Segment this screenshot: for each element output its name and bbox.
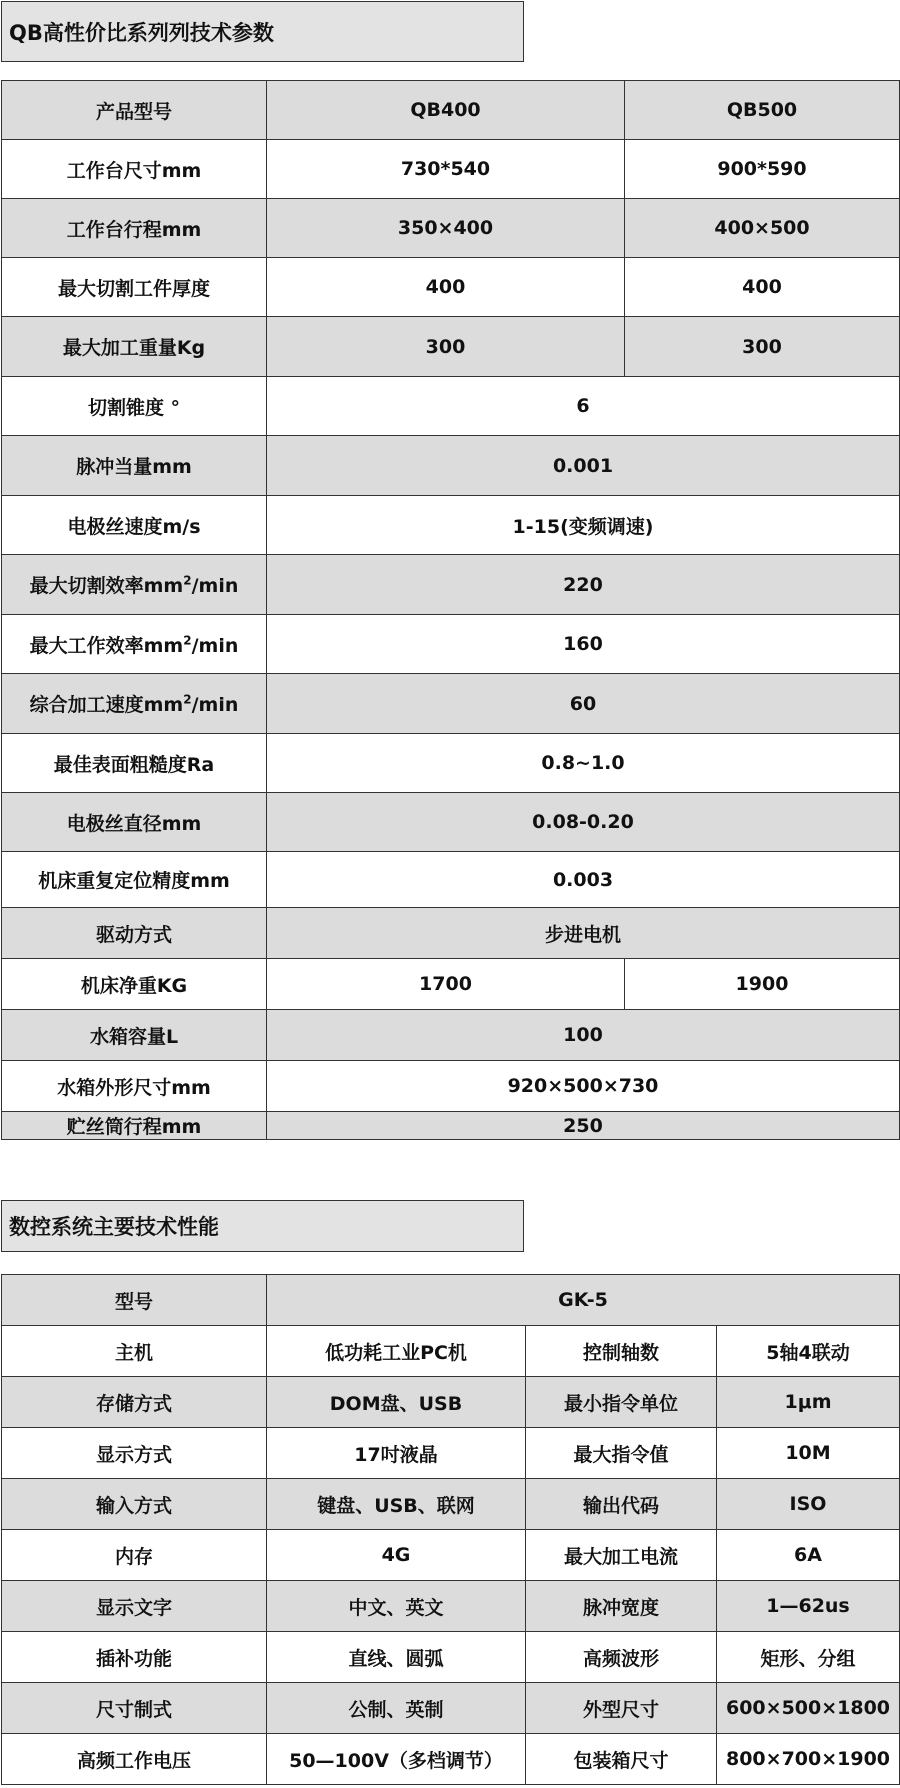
cnc-row-value: 6A — [717, 1530, 900, 1581]
cnc-row — [2, 1734, 900, 1785]
cnc-row-value: 键盘、USB、联网 — [267, 1479, 526, 1530]
spec-row-label: 最佳表面粗糙度Ra — [2, 734, 267, 793]
cnc-row — [2, 1326, 900, 1377]
spec-row-value: 1700 — [267, 959, 625, 1010]
spec-row-label-superscript: 2 — [183, 692, 192, 707]
cnc-row-label: 控制轴数 — [526, 1326, 717, 1377]
cnc-row-value: ISO — [717, 1479, 900, 1530]
cnc-header-row — [2, 1275, 900, 1326]
spec-row-label: 驱动方式 — [2, 908, 267, 959]
cnc-row-value: 50—100V（多档调节） — [267, 1734, 526, 1785]
cnc-table — [1, 1274, 900, 1785]
spec-row-value: 100 — [267, 1010, 900, 1061]
spec-row-value: 0.08-0.20 — [267, 793, 900, 852]
cnc-row-value: 1μm — [717, 1377, 900, 1428]
spec-row-label: 机床重复定位精度mm — [2, 852, 267, 908]
spec-section-title: QB高性价比系列列技术参数 — [1, 1, 524, 62]
spec-row-value: 步进电机 — [267, 908, 900, 959]
spec-row — [2, 734, 900, 793]
spec-row-value: 220 — [267, 555, 900, 615]
spec-row — [2, 793, 900, 852]
spec-row-label-text: 最大切割效率mm — [29, 575, 184, 597]
spec-row-label: 最大加工重量Kg — [2, 317, 267, 377]
spec-row-label-text: 综合加工速度mm — [29, 694, 184, 716]
cnc-row-value: DOM盘、USB — [267, 1377, 526, 1428]
spec-row-label: 水箱外形尺寸mm — [2, 1061, 267, 1112]
spec-row-label: 工作台尺寸mm — [2, 140, 267, 199]
cnc-row-label: 存储方式 — [2, 1377, 267, 1428]
spec-header-model: QB400 — [267, 81, 625, 140]
spec-row — [2, 377, 900, 436]
cnc-row-label: 显示方式 — [2, 1428, 267, 1479]
cnc-row-value: 矩形、分组 — [717, 1632, 900, 1683]
spec-row-label: 贮丝筒行程mm — [2, 1112, 267, 1140]
cnc-row — [2, 1377, 900, 1428]
spec-row — [2, 317, 900, 377]
cnc-row-value: 800×700×1900 — [717, 1734, 900, 1785]
cnc-row-label: 主机 — [2, 1326, 267, 1377]
cnc-row-label: 输入方式 — [2, 1479, 267, 1530]
spec-row-label-superscript: 2 — [183, 633, 192, 648]
cnc-row-label: 输出代码 — [526, 1479, 717, 1530]
spec-row-label: 工作台行程mm — [2, 199, 267, 258]
spec-row-label — [2, 674, 267, 734]
cnc-row — [2, 1683, 900, 1734]
cnc-row-label: 最大加工电流 — [526, 1530, 717, 1581]
cnc-row-label: 内存 — [2, 1530, 267, 1581]
cnc-header-label: 型号 — [2, 1275, 267, 1326]
cnc-row-label: 最大指令值 — [526, 1428, 717, 1479]
spec-row-label: 最大切割工件厚度 — [2, 258, 267, 317]
spec-row-value: 160 — [267, 615, 900, 674]
spec-row — [2, 258, 900, 317]
spec-row-label-unit: /min — [191, 575, 239, 597]
spec-row-value: 400 — [267, 258, 625, 317]
cnc-row-value: 公制、英制 — [267, 1683, 526, 1734]
spec-row — [2, 199, 900, 258]
spec-row-value: 900*590 — [625, 140, 900, 199]
spec-row-value: 400×500 — [625, 199, 900, 258]
spec-header-label: 产品型号 — [2, 81, 267, 140]
spec-row-label-unit: /min — [191, 694, 239, 716]
cnc-row-label: 插补功能 — [2, 1632, 267, 1683]
spec-row-value: 350×400 — [267, 199, 625, 258]
spec-row-value: 0.001 — [267, 436, 900, 496]
cnc-row-label: 最小指令单位 — [526, 1377, 717, 1428]
cnc-row-label: 外型尺寸 — [526, 1683, 717, 1734]
spec-row-label: 机床净重KG — [2, 959, 267, 1010]
spec-header-model: QB500 — [625, 81, 900, 140]
cnc-row — [2, 1632, 900, 1683]
spec-row — [2, 1112, 900, 1140]
spec-row-value: 730*540 — [267, 140, 625, 199]
spec-row-label: 切割锥度 ° — [2, 377, 267, 436]
cnc-row — [2, 1479, 900, 1530]
cnc-row-label: 显示文字 — [2, 1581, 267, 1632]
spec-header-row — [2, 81, 900, 140]
cnc-row — [2, 1530, 900, 1581]
spec-row-value: 300 — [625, 317, 900, 377]
spec-row-label: 脉冲当量mm — [2, 436, 267, 496]
spec-row-value: 0.003 — [267, 852, 900, 908]
spec-row-value: 6 — [267, 377, 900, 436]
spec-row — [2, 959, 900, 1010]
cnc-row-value: 5轴4联动 — [717, 1326, 900, 1377]
cnc-row-label: 脉冲宽度 — [526, 1581, 717, 1632]
spec-row-label: 电极丝速度m/s — [2, 496, 267, 555]
cnc-row-value: 4G — [267, 1530, 526, 1581]
spec-row-value: 0.8~1.0 — [267, 734, 900, 793]
cnc-section-title: 数控系统主要技术性能 — [1, 1200, 524, 1252]
spec-row — [2, 908, 900, 959]
spec-row — [2, 1061, 900, 1112]
cnc-row-value: 10M — [717, 1428, 900, 1479]
cnc-row-value: 1—62us — [717, 1581, 900, 1632]
spec-row-value: 60 — [267, 674, 900, 734]
cnc-row-value: 直线、圆弧 — [267, 1632, 526, 1683]
spec-row-value: 1900 — [625, 959, 900, 1010]
cnc-row-value: 中文、英文 — [267, 1581, 526, 1632]
spec-row-value: 400 — [625, 258, 900, 317]
spec-row — [2, 852, 900, 908]
spec-row-label — [2, 615, 267, 674]
spec-row-value: 1-15(变频调速) — [267, 496, 900, 555]
spec-row — [2, 674, 900, 734]
cnc-row-value: 低功耗工业PC机 — [267, 1326, 526, 1377]
spec-row-label: 水箱容量L — [2, 1010, 267, 1061]
spec-row-label: 电极丝直径mm — [2, 793, 267, 852]
spec-row — [2, 140, 900, 199]
spec-row-label-superscript: 2 — [183, 573, 192, 588]
cnc-row — [2, 1428, 900, 1479]
spec-row-label-unit: /min — [191, 634, 239, 657]
spec-row-value: 300 — [267, 317, 625, 377]
cnc-row — [2, 1581, 900, 1632]
cnc-row-label: 高频工作电压 — [2, 1734, 267, 1785]
cnc-row-value: 17吋液晶 — [267, 1428, 526, 1479]
cnc-row-value: 600×500×1800 — [717, 1683, 900, 1734]
cnc-row-label: 包装箱尺寸 — [526, 1734, 717, 1785]
spec-row-value: 920×500×730 — [267, 1061, 900, 1112]
spec-row — [2, 496, 900, 555]
cnc-row-label: 尺寸制式 — [2, 1683, 267, 1734]
spec-row — [2, 615, 900, 674]
spec-row — [2, 1010, 900, 1061]
spec-row-value: 250 — [267, 1112, 900, 1140]
cnc-header-value: GK-5 — [267, 1275, 900, 1326]
spec-row-label — [2, 555, 267, 615]
spec-row-label-text: 最大工作效率mm — [29, 634, 184, 657]
spec-row — [2, 436, 900, 496]
spec-row — [2, 555, 900, 615]
cnc-row-label: 高频波形 — [526, 1632, 717, 1683]
spec-table — [1, 80, 900, 1140]
